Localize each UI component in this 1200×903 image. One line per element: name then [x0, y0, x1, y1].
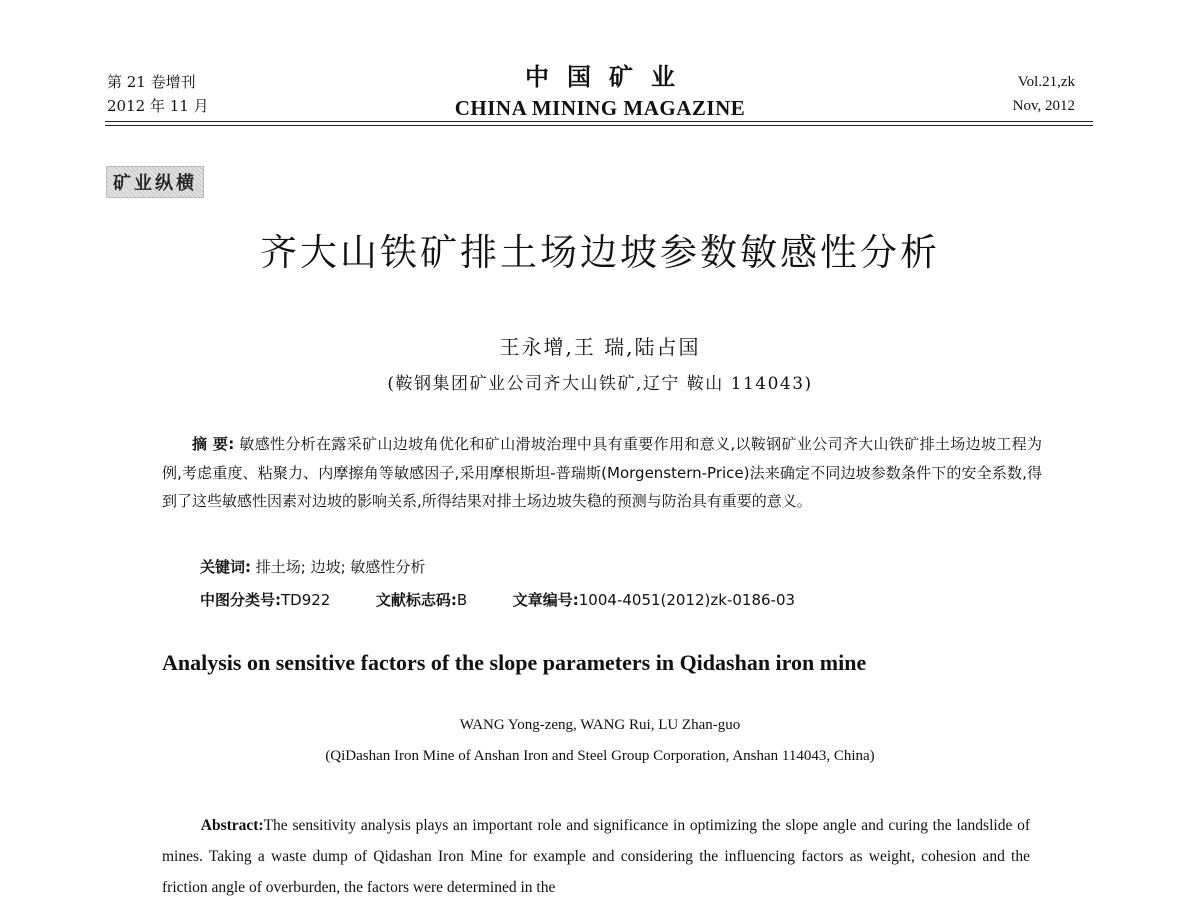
volume-cn: 第 21 卷增刊 [107, 73, 196, 91]
clc-value: TD922 [281, 591, 331, 609]
abstract-cn [162, 430, 1042, 516]
section-tag: 矿业纵横 [106, 166, 204, 198]
abstract-cn-text: 敏感性分析在露采矿山边坡角优化和矿山滑坡治理中具有重要作用和意义,以鞍钢矿业公司齐大山铁矿排土场边坡工程为例,考虑重度、粘聚力、内摩擦角等敏感因子,采用摩根斯坦-普瑞斯(Morgenstern-Price)法来确定不同边坡参数条件下的安全系数,得到了这些敏感性因素对边坡的影响关系,所得结果对排土场边坡失稳的预测与防治具有重要的意义。 [162, 435, 1042, 510]
clc-label: 中图分类号: [200, 591, 281, 609]
header-volume-en [1013, 70, 1075, 118]
abstract-en-label: Abstract: [200, 817, 264, 834]
keywords-cn-label: 关键词: [200, 558, 251, 576]
classification-line [200, 589, 795, 610]
doc-code-value: B [456, 591, 468, 609]
keywords-cn [200, 556, 425, 577]
abstract-en-text: The sensitivity analysis plays an important role and significance in optimizing the slope angle and curing the landslide of mines. Taking a waste dump of Qidashan Iron Mine for example and considering the influencing factors as weight, cohesion and the friction angle of overburden, the factors were determined in the [162, 817, 1030, 896]
authors-cn: 王永增,王 瑞,陆占国 [499, 335, 701, 359]
authors-en: WANG Yong-zeng, WANG Rui, LU Zhan-guo [459, 717, 741, 733]
abstract-en [162, 810, 1030, 896]
paper-title-cn: 齐大山铁矿排土场边坡参数敏感性分析 [260, 231, 940, 274]
date-en: Nov, 2012 [1012, 98, 1075, 114]
affiliation-en: (QiDashan Iron Mine of Anshan Iron and Steel Group Corporation, Anshan 114043, China) [325, 748, 875, 764]
keywords-cn-text: 排土场; 边坡; 敏感性分析 [255, 558, 426, 576]
header-rule-thin [105, 125, 1093, 126]
date-cn: 2012 年 11 月 [107, 97, 209, 115]
article-no-value: 1004-4051(2012)zk-0186-03 [578, 591, 796, 609]
journal-title-cn: 中国矿业 [525, 63, 693, 91]
journal-title-en: CHINA MINING MAGAZINE [454, 96, 746, 120]
header-rule-thick [105, 121, 1093, 122]
article-no-label: 文章编号: [512, 591, 579, 609]
abstract-cn-label: 摘 要: [192, 435, 235, 453]
doc-code-label: 文献标志码: [375, 591, 457, 609]
affiliation-cn: (鞍钢集团矿业公司齐大山铁矿,辽宁 鞍山 114043) [387, 374, 813, 394]
paper-title-en: Analysis on sensitive factors of the slope parameters in Qidashan iron mine [162, 650, 867, 675]
volume-en: Vol.21,zk [1017, 74, 1075, 90]
